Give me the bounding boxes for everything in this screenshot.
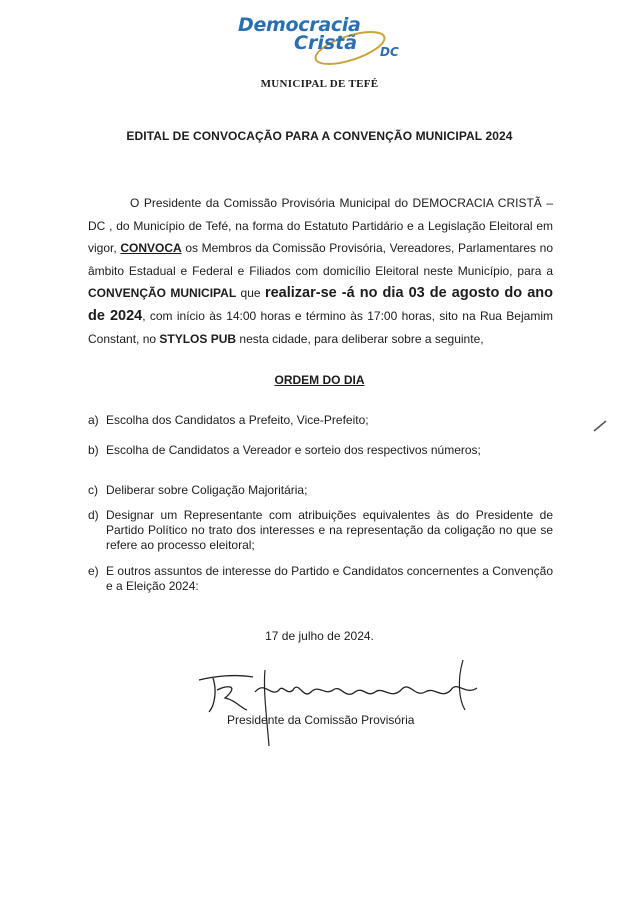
para-part-2: os Membros da Comissão Provisória, Vereadores, Parlamentares no âmbito Estadual e Federal e Filiados com domicílio Eleitoral neste Município, para a [88,241,553,278]
para-part-4: , com início às 14:00 horas e término às 17:00 horas, sito na Rua Bejamim Constant, no [88,308,553,346]
signatory-role: Presidente da Comissão Provisória [227,713,415,727]
agenda-item-letter: d) [88,508,99,522]
agenda-item-text: Escolha dos Candidatos a Prefeito, Vice-Prefeito; [106,413,369,427]
document-date: 17 de julho de 2024. [265,629,374,643]
agenda-heading: ORDEM DO DIA [274,373,365,387]
para-part-1: O Presidente da Comissão Provisória Municipal do DEMOCRACIA CRISTÃ – DC , do Município de Tefé, na forma do Estatuto Partidário e a Legislação Eleitoral em vigor, [88,196,553,256]
agenda-item-letter: b) [88,443,99,457]
agenda-item [88,413,553,428]
agenda-item [88,483,553,498]
para-part-5: nesta cidade, para deliberar sobre a seguinte, [236,331,484,346]
agenda-item-letter: c) [88,483,98,497]
logo-abbr: DC [380,45,399,59]
agenda-item [88,564,553,594]
convention-date: realizar-se -á no dia 03 de agosto do ano de 2024 [88,285,553,324]
document-title: EDITAL DE CONVOCAÇÃO PARA A CONVENÇÃO MUNICIPAL 2024 [126,129,513,143]
agenda-item-letter: e) [88,564,99,578]
agenda-item-text: Deliberar sobre Coligação Majoritária; [106,483,308,497]
pen-mark-icon [592,419,608,433]
logo-word-democracia: Democracia [238,14,361,36]
municipal-heading: MUNICIPAL DE TEFÉ [260,78,379,90]
para-part-3: que [236,286,265,301]
venue-name: STYLOS PUB [159,331,237,346]
agenda-item [88,508,553,553]
agenda-item-text: E outros assuntos de interesse do Partido e Candidatos concernentes a Convenção e a Eleição 2024: [106,564,553,593]
agenda-item-text: Designar um Representante com atribuições equivalentes às do Presidente de Partido Político no trato dos interesses e na representação da coligação no que se refere ao processo eleitoral; [106,508,553,552]
agenda-item [88,443,553,458]
convencao-word: CONVENÇÃO MUNICIPAL [88,286,237,301]
logo-word-crista: Cristã [294,32,358,54]
convoca-word: CONVOCA [120,241,182,256]
convocation-paragraph [88,192,553,350]
handwritten-signature [195,650,495,750]
agenda-item-text: Escolha de Candidatos a Vereador e sorteio dos respectivos números; [106,443,481,457]
party-logo [238,12,408,70]
agenda-item-letter: a) [88,413,99,427]
